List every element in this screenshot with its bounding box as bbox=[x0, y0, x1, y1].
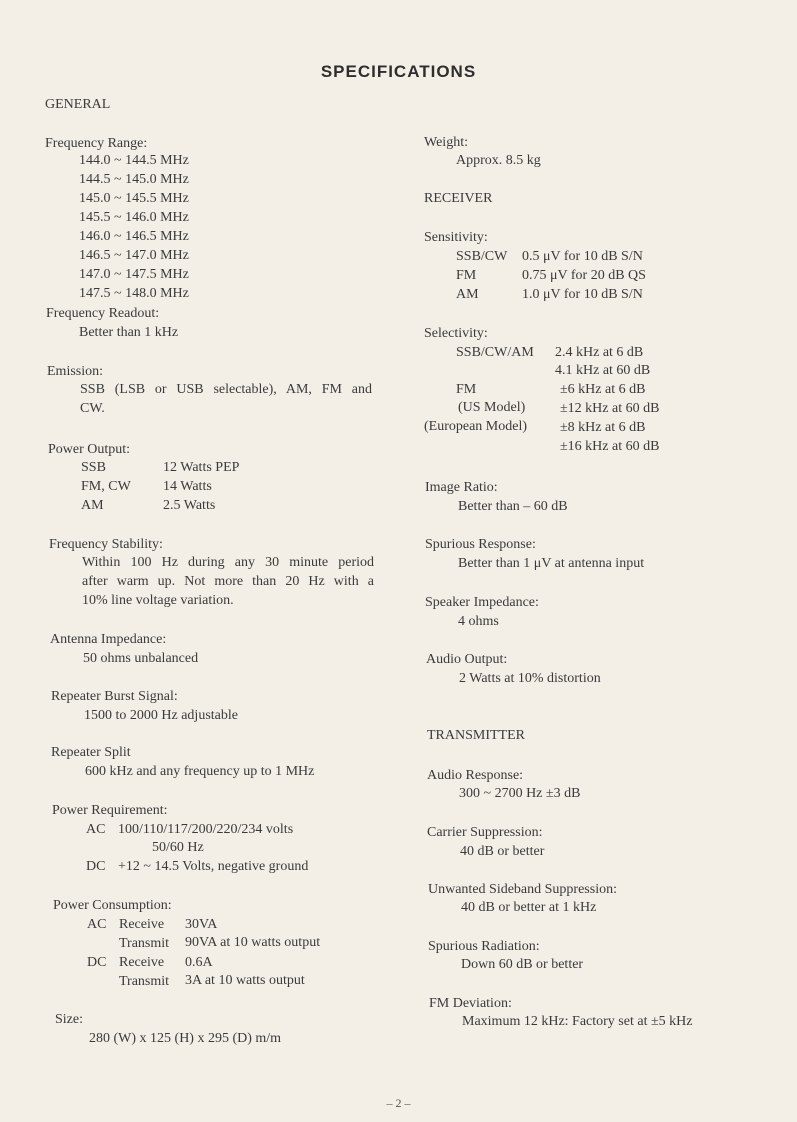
emission-line-2: CW. bbox=[80, 401, 105, 416]
weight-label: Weight: bbox=[424, 135, 468, 150]
power-consumption-ac-receive-value: 30VA bbox=[185, 917, 218, 932]
spurious-radiation-label: Spurious Radiation: bbox=[428, 939, 540, 954]
sensitivity-value: 0.5 μV for 10 dB S/N bbox=[522, 249, 643, 264]
speaker-impedance-label: Speaker Impedance: bbox=[425, 595, 539, 610]
audio-response-label: Audio Response: bbox=[427, 768, 524, 783]
page-number: – 2 – bbox=[386, 1096, 411, 1110]
page-title: SPECIFICATIONS bbox=[320, 62, 477, 81]
power-output-mode: SSB bbox=[81, 460, 106, 475]
size-value: 280 (W) x 125 (H) x 295 (D) m/m bbox=[89, 1031, 282, 1046]
repeater-burst-value: 1500 to 2000 Hz adjustable bbox=[84, 708, 238, 723]
power-output-label: Power Output: bbox=[48, 442, 131, 457]
audio-response-value: 300 ~ 2700 Hz ±3 dB bbox=[459, 786, 581, 801]
frequency-range-item: 144.5 ~ 145.0 MHz bbox=[79, 172, 189, 187]
frequency-stability-line-2: after warm up. Not more than 20 Hz with a bbox=[82, 574, 374, 589]
power-consumption-label: Power Consumption: bbox=[53, 898, 172, 913]
audio-output-value: 2 Watts at 10% distortion bbox=[459, 671, 601, 686]
spurious-response-label: Spurious Response: bbox=[425, 537, 536, 552]
power-consumption-ac-transmit-value: 90VA at 10 watts output bbox=[185, 935, 321, 950]
weight-value: Approx. 8.5 kg bbox=[456, 153, 541, 168]
sensitivity-mode: FM bbox=[456, 268, 477, 283]
sensitivity-mode: AM bbox=[456, 287, 479, 302]
fm-deviation-label: FM Deviation: bbox=[429, 996, 512, 1011]
power-requirement-ac-volts: 100/110/117/200/220/234 volts bbox=[118, 822, 294, 837]
selectivity-ssb-value-2: 4.1 kHz at 60 dB bbox=[555, 363, 651, 378]
emission-label: Emission: bbox=[47, 364, 104, 379]
selectivity-us-value: ±12 kHz at 60 dB bbox=[560, 401, 660, 416]
fm-deviation-value: Maximum 12 kHz: Factory set at ±5 kHz bbox=[462, 1014, 693, 1029]
spurious-radiation-value: Down 60 dB or better bbox=[461, 957, 584, 972]
power-requirement-label: Power Requirement: bbox=[52, 803, 168, 818]
selectivity-fm-mode: FM bbox=[456, 382, 477, 397]
power-consumption-ac-label: AC bbox=[87, 917, 107, 932]
power-output-mode: AM bbox=[81, 498, 104, 513]
receiver-heading: RECEIVER bbox=[424, 191, 493, 206]
power-consumption-dc-receive-label: Receive bbox=[119, 955, 165, 970]
power-output-mode: FM, CW bbox=[81, 479, 131, 494]
selectivity-us-model: (US Model) bbox=[458, 400, 526, 415]
selectivity-eu-value-2: ±16 kHz at 60 dB bbox=[560, 439, 660, 454]
sensitivity-label: Sensitivity: bbox=[424, 230, 488, 245]
power-consumption-ac-transmit-label: Transmit bbox=[119, 936, 170, 951]
sensitivity-value: 1.0 μV for 10 dB S/N bbox=[522, 287, 643, 302]
power-consumption-dc-transmit-value: 3A at 10 watts output bbox=[185, 973, 305, 988]
frequency-range-item: 145.0 ~ 145.5 MHz bbox=[79, 191, 189, 206]
frequency-range-item: 146.0 ~ 146.5 MHz bbox=[79, 229, 189, 244]
selectivity-label: Selectivity: bbox=[424, 326, 488, 341]
frequency-range-item: 147.0 ~ 147.5 MHz bbox=[79, 267, 189, 282]
power-output-value: 14 Watts bbox=[163, 479, 212, 494]
power-requirement-ac-label: AC bbox=[86, 822, 106, 837]
repeater-burst-label: Repeater Burst Signal: bbox=[51, 689, 178, 704]
power-consumption-dc-transmit-label: Transmit bbox=[119, 974, 170, 989]
transmitter-heading: TRANSMITTER bbox=[427, 728, 525, 743]
spurious-response-value: Better than 1 μV at antenna input bbox=[458, 556, 645, 571]
selectivity-fm-value: ±6 kHz at 6 dB bbox=[560, 382, 646, 397]
frequency-stability-line-3: 10% line voltage variation. bbox=[82, 593, 234, 608]
frequency-readout-value: Better than 1 kHz bbox=[79, 325, 179, 340]
speaker-impedance-value: 4 ohms bbox=[458, 614, 499, 629]
frequency-stability-label: Frequency Stability: bbox=[49, 537, 163, 552]
image-ratio-label: Image Ratio: bbox=[425, 480, 498, 495]
power-output-value: 12 Watts PEP bbox=[163, 460, 240, 475]
frequency-range-item: 144.0 ~ 144.5 MHz bbox=[79, 153, 189, 168]
frequency-range-item: 147.5 ~ 148.0 MHz bbox=[79, 286, 189, 301]
sensitivity-mode: SSB/CW bbox=[456, 249, 508, 264]
power-consumption-ac-receive-label: Receive bbox=[119, 917, 165, 932]
power-requirement-dc-label: DC bbox=[86, 859, 106, 874]
carrier-suppression-value: 40 dB or better bbox=[460, 844, 545, 859]
selectivity-ssb-value-1: 2.4 kHz at 6 dB bbox=[555, 345, 644, 360]
image-ratio-value: Better than – 60 dB bbox=[458, 499, 568, 514]
power-requirement-dc-value: +12 ~ 14.5 Volts, negative ground bbox=[118, 859, 309, 874]
carrier-suppression-label: Carrier Suppression: bbox=[427, 825, 543, 840]
repeater-split-label: Repeater Split bbox=[51, 745, 131, 760]
audio-output-label: Audio Output: bbox=[426, 652, 508, 667]
repeater-split-value: 600 kHz and any frequency up to 1 MHz bbox=[85, 764, 315, 779]
size-label: Size: bbox=[55, 1012, 83, 1027]
antenna-impedance-label: Antenna Impedance: bbox=[50, 632, 167, 647]
frequency-range-label: Frequency Range: bbox=[45, 136, 148, 151]
power-requirement-ac-hz: 50/60 Hz bbox=[152, 840, 204, 855]
unwanted-sideband-value: 40 dB or better at 1 kHz bbox=[461, 900, 597, 915]
frequency-range-list bbox=[79, 151, 189, 303]
emission-line-1: SSB (LSB or USB selectable), AM, FM and bbox=[80, 382, 372, 397]
general-heading: GENERAL bbox=[45, 97, 111, 112]
selectivity-eu-model: (European Model) bbox=[424, 419, 528, 434]
power-output-value: 2.5 Watts bbox=[163, 498, 216, 513]
sensitivity-value: 0.75 μV for 20 dB QS bbox=[522, 268, 646, 283]
unwanted-sideband-label: Unwanted Sideband Suppression: bbox=[428, 882, 617, 897]
frequency-readout-label: Frequency Readout: bbox=[46, 306, 160, 321]
selectivity-ssb-mode: SSB/CW/AM bbox=[456, 345, 534, 360]
power-consumption-dc-label: DC bbox=[87, 955, 107, 970]
selectivity-eu-value-1: ±8 kHz at 6 dB bbox=[560, 420, 646, 435]
frequency-range-item: 145.5 ~ 146.0 MHz bbox=[79, 210, 189, 225]
antenna-impedance-value: 50 ohms unbalanced bbox=[83, 651, 199, 666]
frequency-range-item: 146.5 ~ 147.0 MHz bbox=[79, 248, 189, 263]
power-consumption-dc-receive-value: 0.6A bbox=[185, 955, 213, 970]
frequency-stability-line-1: Within 100 Hz during any 30 minute period bbox=[82, 555, 374, 570]
